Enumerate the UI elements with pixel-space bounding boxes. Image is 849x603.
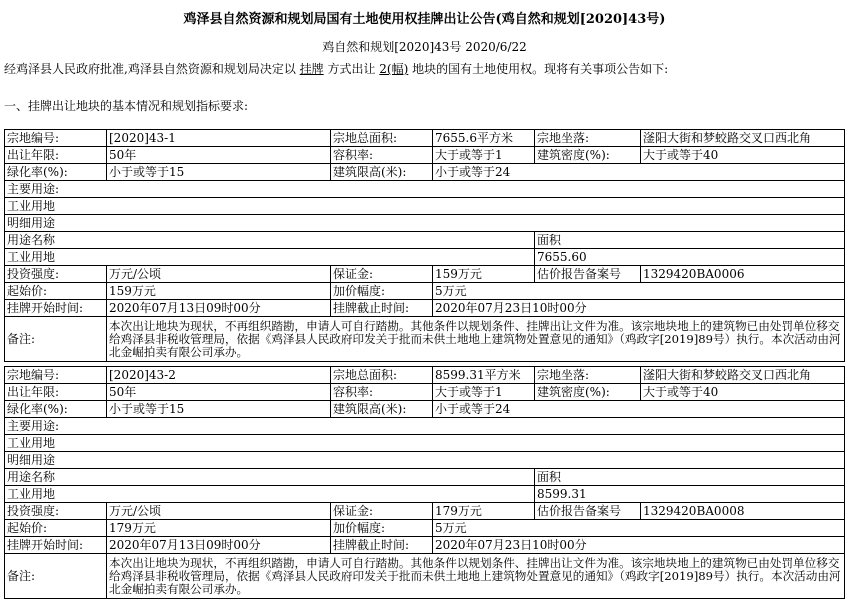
- value-end-time: 2020年07月23日10时00分: [433, 300, 845, 317]
- value-area: 8599.31: [535, 486, 845, 503]
- label-use-name: 用途名称: [5, 232, 535, 249]
- intro-text-2: 方式出让: [323, 62, 380, 76]
- page-title: 鸡泽县自然资源和规划局国有土地使用权挂牌出让公告(鸡自然和规划[2020]43号): [183, 12, 666, 27]
- value-use-name: 工业用地: [5, 249, 535, 266]
- value-density: 大于或等于40: [641, 147, 845, 164]
- label-report-no: 估价报告备案号: [535, 266, 641, 283]
- label-area: 面积: [535, 232, 845, 249]
- label-investment: 投资强度:: [5, 266, 107, 283]
- value-increment: 5万元: [433, 283, 845, 300]
- table-row: [5, 283, 845, 300]
- label-height-limit: 建筑限高(米):: [331, 164, 433, 181]
- table-row: [5, 130, 845, 147]
- label-detail-use: 明细用途: [5, 215, 845, 232]
- label-green-rate: 绿化率(%):: [5, 401, 107, 418]
- label-density: 建筑密度(%):: [535, 384, 641, 401]
- table-row: [5, 147, 845, 164]
- value-start-time: 2020年07月13日09时00分: [107, 537, 331, 554]
- table-row: [5, 181, 845, 198]
- table-row: [5, 435, 845, 452]
- label-total-area: 宗地总面积:: [331, 130, 433, 147]
- value-use-name: 工业用地: [5, 486, 535, 503]
- table-row: [5, 249, 845, 266]
- label-start-price: 起始价:: [5, 283, 107, 300]
- value-start-price: 159万元: [107, 283, 331, 300]
- label-total-area: 宗地总面积:: [331, 367, 433, 384]
- value-investment: 万元/公顷: [107, 266, 331, 283]
- table-row: [5, 367, 845, 384]
- value-end-time: 2020年07月23日10时00分: [433, 537, 845, 554]
- value-parcel-no: [2020]43-2: [107, 367, 331, 384]
- label-parcel-no: 宗地编号:: [5, 130, 107, 147]
- value-location: 滏阳大街和梦蛟路交叉口西北角: [641, 367, 845, 384]
- document-number-date: 鸡自然和规划[2020]43号 2020/6/22: [322, 40, 527, 54]
- value-location: 滏阳大街和梦蛟路交叉口西北角: [641, 130, 845, 147]
- label-deposit: 保证金:: [331, 503, 433, 520]
- table-row: [5, 520, 845, 537]
- label-parcel-no: 宗地编号:: [5, 367, 107, 384]
- label-main-use: 主要用途:: [5, 181, 845, 198]
- value-report-no: 1329420BA0008: [641, 503, 845, 520]
- table-row: [5, 300, 845, 317]
- table-row: [5, 537, 845, 554]
- label-increment: 加价幅度:: [331, 520, 433, 537]
- transfer-method: 挂牌: [299, 62, 324, 76]
- table-row: [5, 401, 845, 418]
- value-height-limit: 小于或等于24: [433, 401, 845, 418]
- table-row: [5, 317, 845, 362]
- label-density: 建筑密度(%):: [535, 147, 641, 164]
- value-increment: 5万元: [433, 520, 845, 537]
- value-term: 50年: [107, 147, 331, 164]
- table-row: [5, 215, 845, 232]
- value-report-no: 1329420BA0006: [641, 266, 845, 283]
- value-start-price: 179万元: [107, 520, 331, 537]
- value-total-area: 8599.31平方米: [433, 367, 535, 384]
- label-term: 出让年限:: [5, 147, 107, 164]
- table-row: [5, 503, 845, 520]
- label-report-no: 估价报告备案号: [535, 503, 641, 520]
- table-row: [5, 266, 845, 283]
- section-heading: 一、挂牌出让地块的基本情况和规划指标要求:: [4, 99, 249, 113]
- value-total-area: 7655.6平方米: [433, 130, 535, 147]
- value-remarks: 本次出让地块为现状，不再组织踏勘，申请人可自行踏勘。其他条件以规划条件、挂牌出让文件为准。该宗地块地上的建筑物已由处罚单位移交给鸡泽县非税收管理局，依据《鸡泽县人民政府印发关于批而未供土地地上建筑物处置意见的通知》（鸡政字[2019]89号）执行。本次活动由河北金崛拍卖有限公司承办。: [107, 317, 845, 362]
- table-row: [5, 452, 845, 469]
- value-green-rate: 小于或等于15: [107, 401, 331, 418]
- table-row: [5, 384, 845, 401]
- value-deposit: 179万元: [433, 503, 535, 520]
- value-start-time: 2020年07月13日09时00分: [107, 300, 331, 317]
- intro-text-3: 地块的国有土地使用权。现将有关事项公告如下:: [408, 62, 669, 76]
- label-height-limit: 建筑限高(米):: [331, 401, 433, 418]
- value-remarks: 本次出让地块为现状，不再组织踏勘，申请人可自行踏勘。其他条件以规划条件、挂牌出让文件为准。该宗地块地上的建筑物已由处罚单位移交给鸡泽县非税收管理局，依据《鸡泽县人民政府印发关于批而未供土地地上建筑物处置意见的通知》（鸡政字[2019]89号）执行。本次活动由河北金崛拍卖有限公司承办。: [107, 554, 845, 599]
- table-row: [5, 418, 845, 435]
- label-area: 面积: [535, 469, 845, 486]
- value-plot-ratio: 大于或等于1: [433, 147, 535, 164]
- label-investment: 投资强度:: [5, 503, 107, 520]
- table-row: [5, 198, 845, 215]
- parcel-table-2: [4, 366, 845, 599]
- value-main-use: 工业用地: [5, 435, 845, 452]
- intro-text-1: 经鸡泽县人民政府批准,鸡泽县自然资源和规划局决定以: [4, 62, 300, 76]
- label-deposit: 保证金:: [331, 266, 433, 283]
- value-parcel-no: [2020]43-1: [107, 130, 331, 147]
- value-plot-ratio: 大于或等于1: [433, 384, 535, 401]
- label-start-time: 挂牌开始时间:: [5, 300, 107, 317]
- value-investment: 万元/公顷: [107, 503, 331, 520]
- label-start-time: 挂牌开始时间:: [5, 537, 107, 554]
- label-end-time: 挂牌截止时间:: [331, 537, 433, 554]
- value-height-limit: 小于或等于24: [433, 164, 845, 181]
- table-row: [5, 232, 845, 249]
- intro-paragraph: [4, 60, 849, 77]
- label-plot-ratio: 容积率:: [331, 384, 433, 401]
- value-green-rate: 小于或等于15: [107, 164, 331, 181]
- parcel-table-1: [4, 129, 845, 362]
- label-green-rate: 绿化率(%):: [5, 164, 107, 181]
- parcel-count: 2(幅): [379, 62, 409, 76]
- label-location: 宗地坐落:: [535, 367, 641, 384]
- label-main-use: 主要用途:: [5, 418, 845, 435]
- label-remarks: 备注:: [5, 317, 107, 362]
- table-row: [5, 164, 845, 181]
- label-start-price: 起始价:: [5, 520, 107, 537]
- label-increment: 加价幅度:: [331, 283, 433, 300]
- value-main-use: 工业用地: [5, 198, 845, 215]
- label-remarks: 备注:: [5, 554, 107, 599]
- table-row: [5, 554, 845, 599]
- label-location: 宗地坐落:: [535, 130, 641, 147]
- value-density: 大于或等于40: [641, 384, 845, 401]
- label-end-time: 挂牌截止时间:: [331, 300, 433, 317]
- value-deposit: 159万元: [433, 266, 535, 283]
- label-detail-use: 明细用途: [5, 452, 845, 469]
- value-area: 7655.60: [535, 249, 845, 266]
- table-row: [5, 469, 845, 486]
- label-term: 出让年限:: [5, 384, 107, 401]
- label-plot-ratio: 容积率:: [331, 147, 433, 164]
- table-row: [5, 486, 845, 503]
- value-term: 50年: [107, 384, 331, 401]
- label-use-name: 用途名称: [5, 469, 535, 486]
